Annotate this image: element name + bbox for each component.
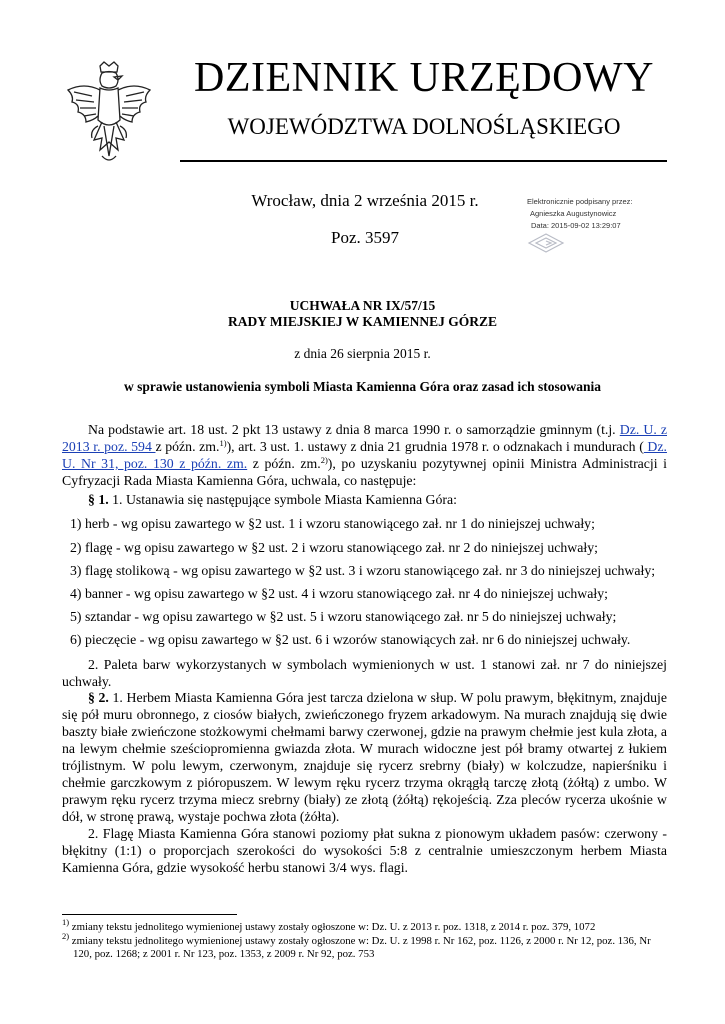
footnote-1-text: zmiany tekstu jednolitego wymienionej ustawy zostały ogłoszone w: Dz. U. z 2013 r. poz. 1318, z 2014 r. poz. 379, 1072 (69, 921, 596, 933)
section-1-paragraph-2: 2. Paleta barw wykorzystanych w symbolach wymienionych w ust. 1 stanowi zał. nr 7 do niniejszej uchwały. (62, 657, 667, 689)
list-item: 2) flagę - wg opisu zawartego w §2 ust. 2 i wzoru stanowiącego zał. nr 2 do niniejszej uchwały; (70, 540, 598, 555)
footnote-2 (62, 931, 667, 961)
signature-line-3: Data: 2015-09-02 13:29:07 (531, 221, 621, 230)
polish-eagle-emblem-icon (62, 60, 156, 166)
preamble-text: z późn. zm. (247, 456, 321, 471)
position-number: Poz. 3597 (331, 228, 399, 247)
dz-u-2013-link[interactable]: Dz. U. z 2013 r. poz. 594 (62, 422, 667, 454)
section-2-text: 1. Herbem Miasta Kamienna Góra jest tarcza dzielona w słup. W polu prawym, błękitnym, znajduje się pół muru obronnego, z ciosów białych, zwieńczonego fryzem arkadowym. Na murach znajdują się dwie baszty białe zwieńczone stożkowymi chełmami barwy czerwonej, gdzie na prawym chełmie jest kula złota, a na lewym chełmie sześciopromienna gwiazda złota. W murach widoczne jest pół bramy otwartej z łukiem trójlistnym. W polu lewym, czerwonym, znajduje się rycerz srebrny (biały) w kolczudze, napierśniku i chełmie garczkowym z pióropuszem. W lewym ręku rycerz trzyma okrągłą tarczę złotą (żółtą) z umbo. W prawym ręku rycerz trzyma miecz srebrny (biały) ze złotą (żółtą) rękojeścią. Zza pleców rycerza ukośnie w dół, w stronę prawą, wystaje pochwa złota (żółta). (62, 690, 667, 824)
preamble-paragraph (62, 421, 667, 489)
resolution-subject: w sprawie ustanowienia symboli Miasta Kamienna Góra oraz zasad ich stosowania (123, 379, 601, 394)
list-item: 4) banner - wg opisu zawartego w §2 ust. 4 i wzoru stanowiącego zał. nr 4 do niniejszej uchwały; (70, 586, 608, 601)
preamble-text: Na podstawie art. 18 ust. 2 pkt 13 ustawy z dnia 8 marca 1990 r. o samorządzie gminnym (t.j. (88, 422, 620, 437)
header-divider (180, 160, 667, 162)
section-2-heading: § 2. (88, 690, 109, 705)
footnote-1-marker: 1) (62, 917, 70, 927)
list-item: 1) herb - wg opisu zawartego w §2 ust. 1 i wzoru stanowiącego zał. nr 1 do niniejszej uchwały; (70, 516, 595, 531)
section-2-paragraph-1 (62, 689, 667, 825)
council-name: RADY MIEJSKIEJ W KAMIENNEJ GÓRZE (227, 314, 498, 329)
section-1-heading: § 1. (88, 492, 109, 507)
list-item: 6) pieczęcie - wg opisu zawartego w §2 ust. 6 i wzorów stanowiących zał. nr 6 do niniejszej uchwały. (70, 632, 631, 647)
resolution-number: UCHWAŁA NR IX/57/15 (289, 298, 436, 313)
electronic-signature (527, 196, 632, 232)
dz-u-nr-31-link[interactable]: Dz. U. Nr 31, poz. 130 z późn. zm. (62, 439, 667, 471)
journal-subtitle: WOJEWÓDZTWA DOLNOŚLĄSKIEGO (227, 114, 621, 139)
footnote-2-text: zmiany tekstu jednolitego wymienionej ustawy zostały ogłoszone w: Dz. U. z 1998 r. Nr 162, poz. 1126, z 2000 r. Nr 12, poz. 136, Nr (69, 935, 651, 947)
section-1-intro (62, 491, 667, 508)
resolution-date: z dnia 26 sierpnia 2015 r. (294, 346, 431, 361)
signature-line-2: Agnieszka Augustynowicz (530, 209, 617, 218)
list-item: 5) sztandar - wg opisu zawartego w §2 ust. 5 i wzoru stanowiącego zał. nr 5 do niniejszej uchwały; (70, 609, 617, 624)
preamble-text: z późn. zm. (155, 439, 220, 454)
list-item: 3) flagę stolikową - wg opisu zawartego w §2 ust. 3 i wzoru stanowiącego zał. nr 3 do niniejszej uchwały; (70, 563, 656, 578)
footnote-2-continuation: 120, poz. 1268; z 2001 r. Nr 123, poz. 1353, z 2009 r. Nr 92, poz. 753 (73, 948, 375, 960)
signature-seal-icon (527, 232, 565, 254)
section-2-paragraph-2: 2. Flagę Miasta Kamienna Góra stanowi poziomy płat sukna z pionowym układem pasów: czerwony - błękitny (1:1) o proporcjach szerokości do wysokości 5:8 z centralnie umieszczonym herbem Miasta Kamienna Góra, gdzie wysokość herbu stanowi 3/4 wys. flagi. (62, 826, 667, 875)
preamble-text: ), po uzyskaniu pozytywnej opinii Ministra Administracji i Cyfryzacji Rada Miasta Kamienna Góra, uchwala, co następuje: (62, 456, 668, 488)
footnote-divider (62, 914, 237, 915)
footnote-2-marker: 2) (62, 931, 70, 941)
section-1-text: 1. Ustanawia się następujące symbole Miasta Kamienna Góra: (108, 492, 457, 507)
preamble-text: ), art. 3 ust. 1. ustawy z dnia 21 grudnia 1978 r. o odznakach i mundurach ( (226, 439, 644, 454)
publication-date: Wrocław, dnia 2 września 2015 r. (251, 191, 479, 210)
footnote-ref-1[interactable]: 1) (219, 438, 227, 448)
signature-line-1: Elektronicznie podpisany przez: (527, 197, 633, 206)
footnote-1 (62, 917, 667, 934)
journal-title: DZIENNIK URZĘDOWY (194, 55, 654, 101)
footnote-ref-2[interactable]: 2) (320, 455, 328, 465)
